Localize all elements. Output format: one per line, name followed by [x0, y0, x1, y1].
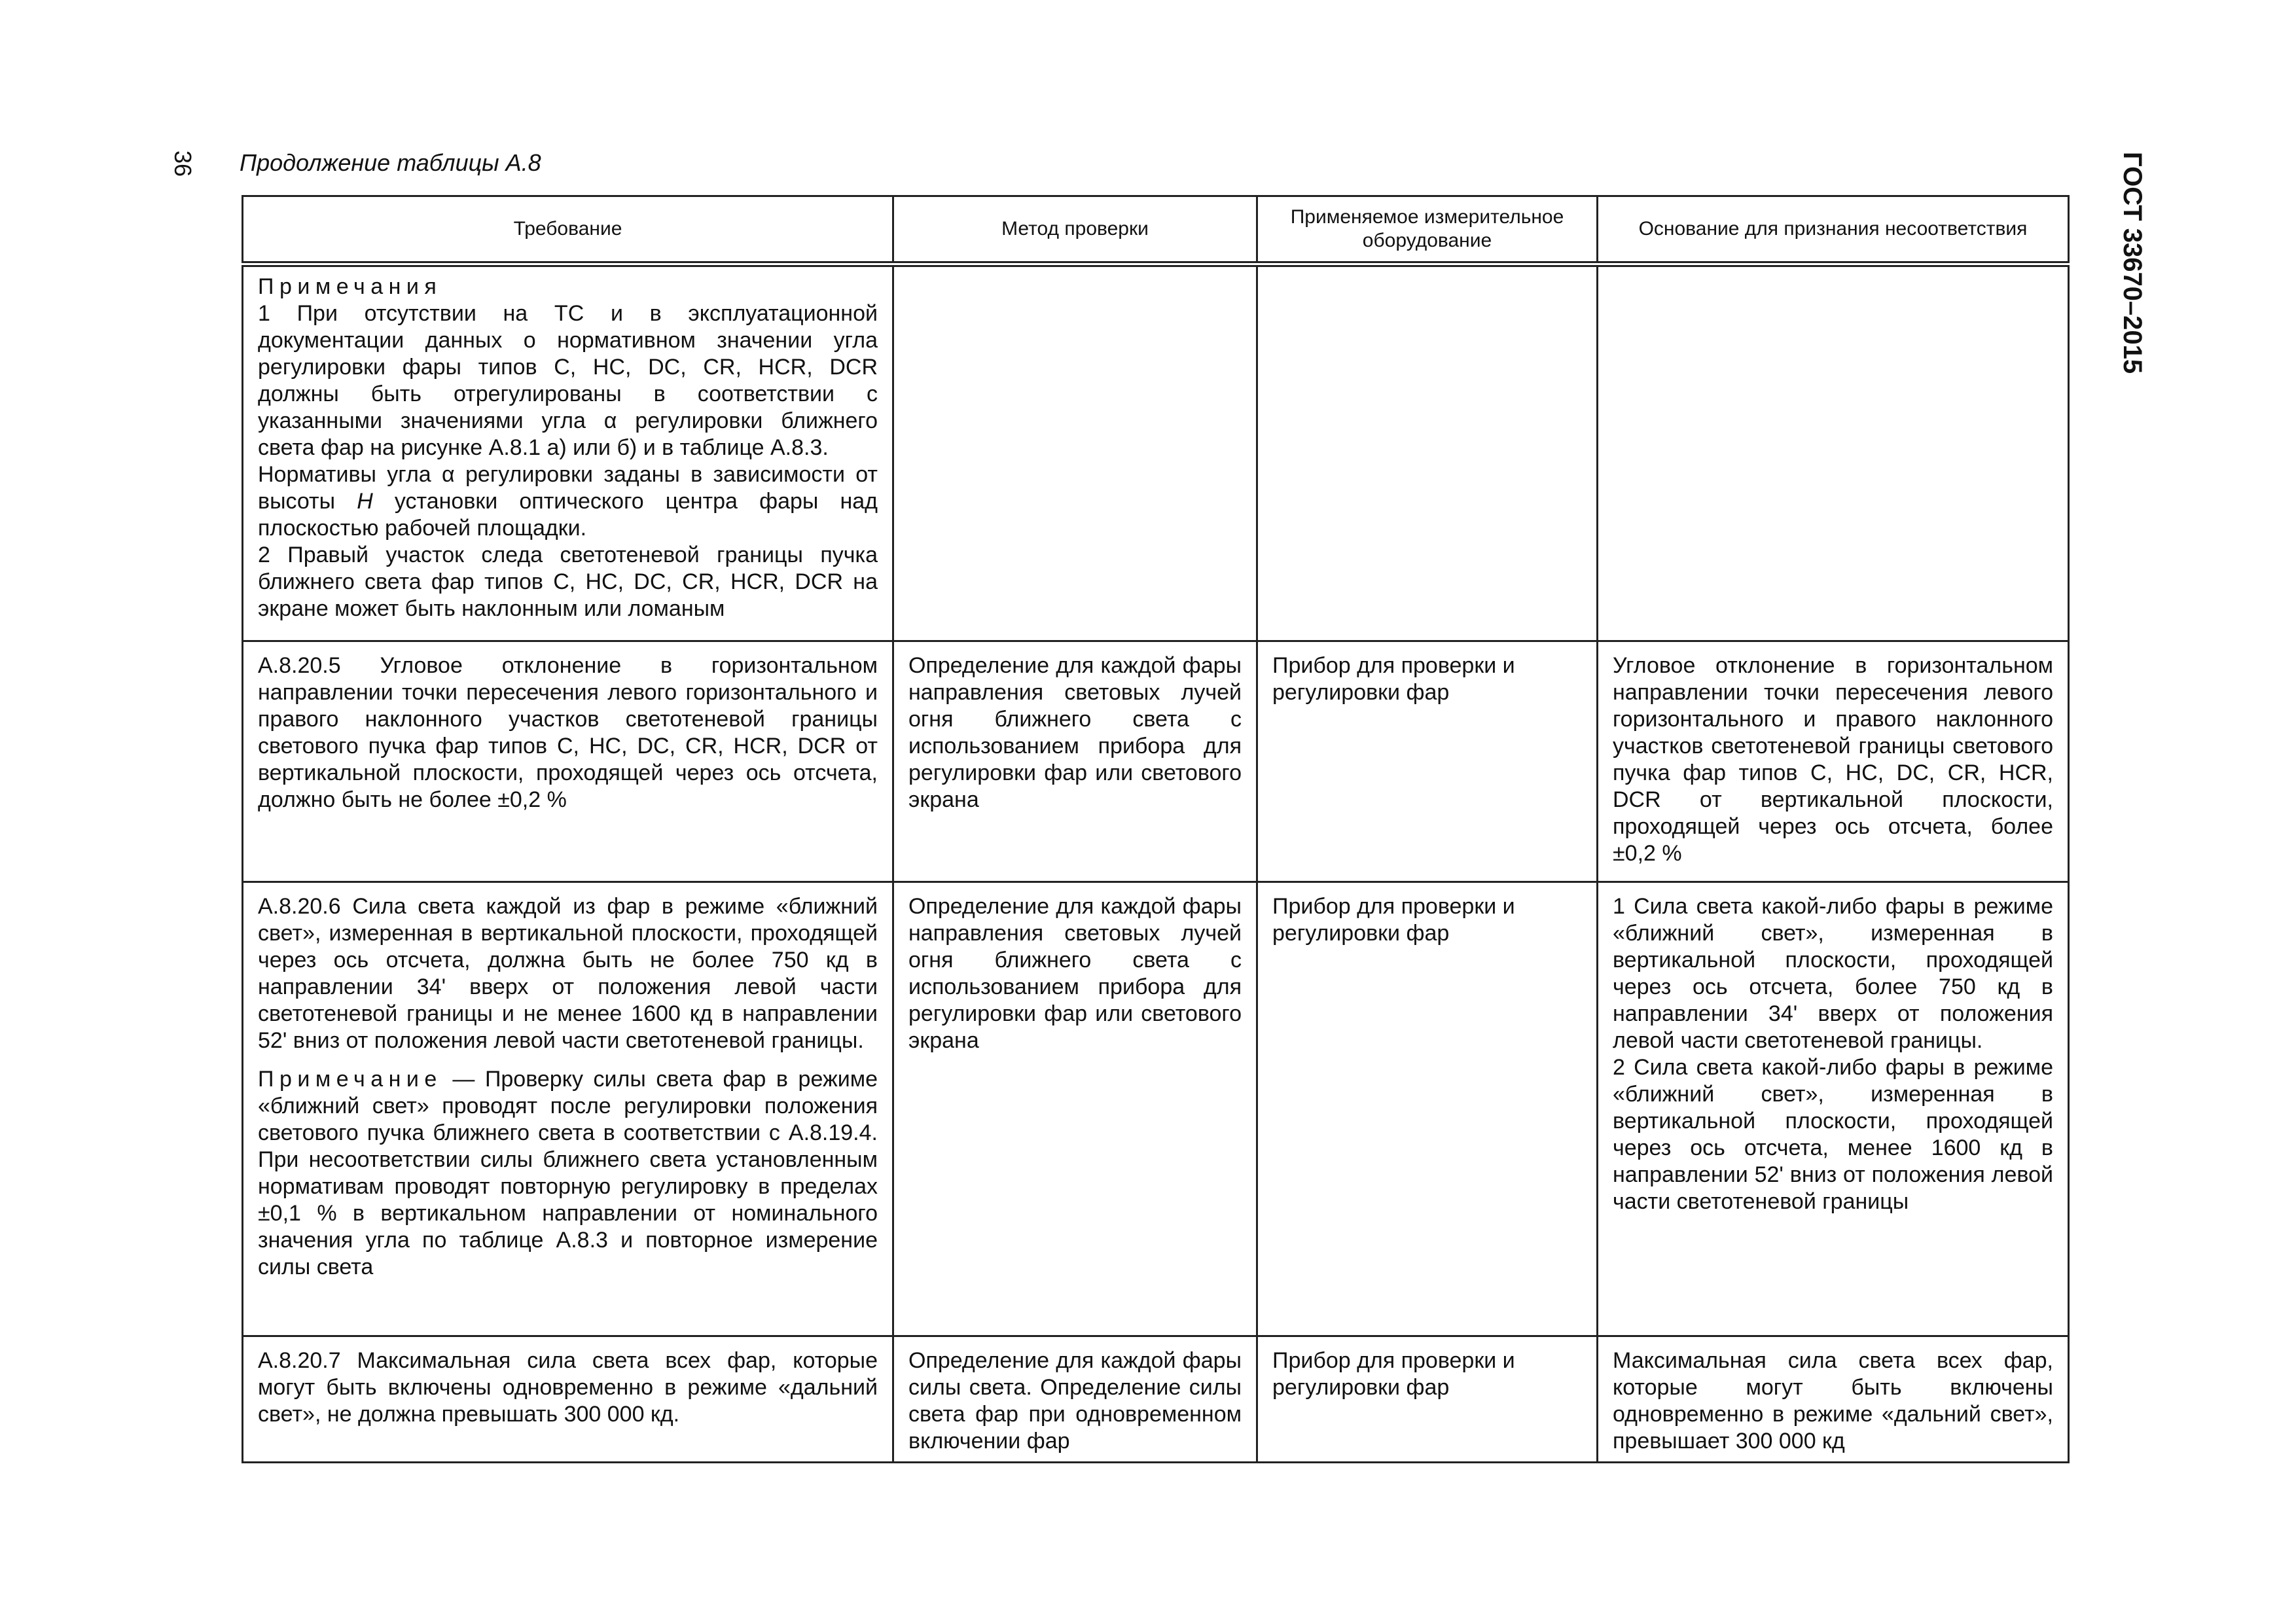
notes-text-before: Нормативы угла α регулировки заданы в зависимости от высоты — [258, 462, 878, 514]
notes-item-1: 1 При отсутствии на ТС и в эксплуатационной документации данных о нормативном значении угла регулировки фары типов С, НС, DC, CR, HCR, DCR должны быть отрегулированы в соответствии с указанными значениями угла α регулировки ближнего света фар на рисунке А.8.1 а) или б) и в таблице А.8.3. — [258, 301, 878, 460]
document-code: ГОСТ 33670–2015 — [2118, 152, 2147, 374]
notes-item-1-continuation — [258, 461, 878, 542]
method-a8206: Определение для каждой фары направления световых лучей огня ближнего света с использованием прибора для регулировки фар или светового экрана — [893, 882, 1257, 1336]
basis-a8206-item-1: 1 Сила света какой-либо фары в режиме «ближний свет», измеренная в вертикальной плоскости, проходящей через ось отсчета, более 750 кд в направлении 34' вверх от положения левой части светотеневой границы. — [1613, 894, 2053, 1053]
notes-basis-empty — [1598, 264, 2069, 641]
equipment-a8205: Прибор для проверки и регулировки фар — [1257, 641, 1598, 882]
header-requirement: Требование — [243, 196, 893, 264]
equipment-a8206: Прибор для проверки и регулировки фар — [1257, 882, 1598, 1336]
table-row-a8205 — [243, 641, 2069, 882]
requirement-a8206 — [243, 882, 893, 1336]
notes-text-after: установки оптического центра фары над плоскостью рабочей площадки. — [258, 489, 878, 541]
notes-symbol-h: H — [357, 489, 373, 514]
table-caption: Продолжение таблицы А.8 — [240, 149, 541, 176]
basis-a8207: Максимальная сила света всех фар, которые могут быть включены одновременно в режиме «дальний свет», превышает 300 000 кд — [1598, 1336, 2069, 1463]
notes-cell — [243, 264, 893, 641]
requirement-a8206-note — [258, 1066, 878, 1281]
requirements-table — [242, 195, 2070, 1463]
equipment-a8207: Прибор для проверки и регулировки фар — [1257, 1336, 1598, 1463]
header-basis: Основание для признания несоответствия — [1598, 196, 2069, 264]
requirement-a8205: А.8.20.5 Угловое отклонение в горизонтальном направлении точки пересечения левого горизонтального и правого наклонного участков светотеневой границы светового пучка фар типов С, НС, DC, CR, HCR, DCR от вертикальной плоскости, проходящей через ось отсчета, должно быть не более ±0,2 % — [243, 641, 893, 882]
basis-a8205: Угловое отклонение в горизонтальном направлении точки пересечения левого горизонтального и правого наклонного участков светотеневой границы светового пучка фар типов С, НС, DC, CR, HCR, DCR от вертикальной плоскости, проходящей через ось отсчета, более ±0,2 % — [1598, 641, 2069, 882]
requirement-a8207: А.8.20.7 Максимальная сила света всех фар, которые могут быть включены одновременно в режиме «дальний свет», не должна превышать 300 000 кд. — [243, 1336, 893, 1463]
basis-a8206 — [1598, 882, 2069, 1336]
method-a8205: Определение для каждой фары направления световых лучей огня ближнего света с использованием прибора для регулировки фар или светового экрана — [893, 641, 1257, 882]
table-row-a8207 — [243, 1336, 2069, 1463]
notes-item-2: 2 Правый участок следа светотеневой границы пучка ближнего света фар типов С, НС, DC, CR, HCR, DCR на экране может быть наклонным или ломаным — [258, 543, 878, 621]
requirement-a8206-text: А.8.20.6 Сила света каждой из фар в режиме «ближний свет», измеренная в вертикальной плоскости, проходящей через ось отсчета, должна быть не более 750 кд в направлении 34' вверх от положения левой части светотеневой границы и не менее 1600 кд в направлении 52' вниз от положения левой части светотеневой границы. — [258, 894, 878, 1053]
table-row-a8206 — [243, 882, 2069, 1336]
header-equipment: Применяемое измерительное оборудование — [1257, 196, 1598, 264]
table-row-notes — [243, 264, 2069, 641]
basis-a8206-item-2: 2 Сила света какой-либо фары в режиме «ближний свет», измеренная в вертикальной плоскости, проходящей через ось отсчета, менее 1600 кд в направлении 52' вниз от положения левой части светотеневой границы — [1613, 1055, 2053, 1214]
note-title: Примечание — [258, 1067, 442, 1092]
header-method: Метод проверки — [893, 196, 1257, 264]
notes-equipment-empty — [1257, 264, 1598, 641]
note-text: — Проверку силы света фар в режиме «ближний свет» проводят после регулировки положения светового пучка ближнего света в соответствии с А.8.19.4. При несоответствии силы ближнего света установленным нормативам проводят повторную регулировку в пределах ±0,1 % в вертикальном направлении от номинального значения угла по таблице А.8.3 и повторное измерение силы света — [258, 1067, 878, 1279]
page-number: 36 — [170, 151, 196, 177]
method-a8207: Определение для каждой фары силы света. Определение силы света фар при одновременном включении фар — [893, 1336, 1257, 1463]
notes-title: Примечания — [258, 274, 442, 299]
notes-method-empty — [893, 264, 1257, 641]
table-header-row — [243, 196, 2069, 264]
